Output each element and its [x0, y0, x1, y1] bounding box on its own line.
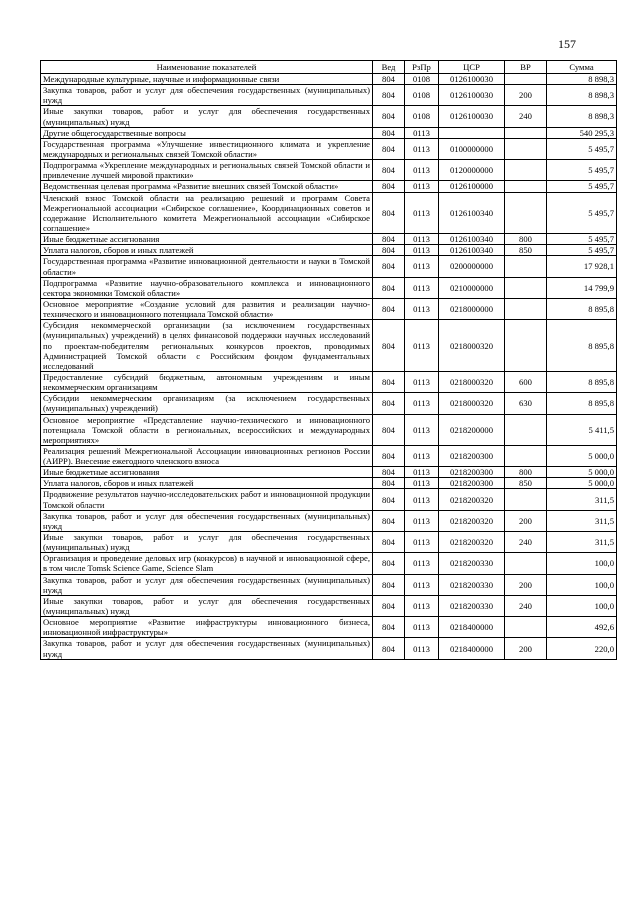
table-row: [41, 277, 617, 298]
cell-rzpr: 0113: [405, 234, 439, 245]
cell-name: Уплата налогов, сборов и иных платежей: [41, 245, 373, 256]
table-row: [41, 181, 617, 192]
cell-ved: 804: [373, 256, 405, 277]
cell-csr: 0218200330: [439, 595, 505, 616]
cell-vr: 850: [505, 245, 547, 256]
table-row: [41, 160, 617, 181]
cell-rzpr: 0113: [405, 256, 439, 277]
cell-name: Закупка товаров, работ и услуг для обеспечения государственных (муниципальных) нужд: [41, 574, 373, 595]
cell-name: Закупка товаров, работ и услуг для обеспечения государственных (муниципальных) нужд: [41, 85, 373, 106]
cell-ved: 804: [373, 393, 405, 414]
cell-name: Организация и проведение деловых игр (конкурсов) в научной и инновационной сфере, в том числе Tomsk Science Game, Science Slam: [41, 553, 373, 574]
cell-vr: 240: [505, 595, 547, 616]
cell-csr: 0218200330: [439, 553, 505, 574]
cell-ved: 804: [373, 320, 405, 372]
table-row: [41, 298, 617, 319]
cell-sum: 8 895,8: [547, 320, 617, 372]
cell-vr: [505, 127, 547, 138]
table-row: [41, 85, 617, 106]
table-row: [41, 638, 617, 659]
cell-ved: 804: [373, 532, 405, 553]
cell-csr: 0200000000: [439, 256, 505, 277]
cell-vr: [505, 181, 547, 192]
cell-ved: 804: [373, 160, 405, 181]
cell-vr: [505, 74, 547, 85]
cell-rzpr: 0113: [405, 414, 439, 445]
cell-ved: 804: [373, 467, 405, 478]
cell-vr: 240: [505, 106, 547, 127]
header-sum: Сумма: [547, 61, 617, 74]
cell-rzpr: 0113: [405, 595, 439, 616]
cell-vr: [505, 617, 547, 638]
cell-csr: 0126100340: [439, 245, 505, 256]
cell-sum: 311,5: [547, 489, 617, 510]
cell-sum: 100,0: [547, 595, 617, 616]
cell-vr: 600: [505, 371, 547, 392]
cell-name: Иные закупки товаров, работ и услуг для обеспечения государственных (муниципальных) нужд: [41, 532, 373, 553]
cell-name: Закупка товаров, работ и услуг для обеспечения государственных (муниципальных) нужд: [41, 510, 373, 531]
table-body: [41, 74, 617, 660]
cell-rzpr: 0108: [405, 106, 439, 127]
cell-sum: 5 495,7: [547, 245, 617, 256]
table-row: [41, 489, 617, 510]
table-row: [41, 256, 617, 277]
cell-name: Международные культурные, научные и информационные связи: [41, 74, 373, 85]
table-row: [41, 245, 617, 256]
cell-vr: [505, 277, 547, 298]
table-row: [41, 192, 617, 234]
cell-csr: 0218200300: [439, 478, 505, 489]
table-row: [41, 553, 617, 574]
table-row: [41, 510, 617, 531]
cell-vr: [505, 320, 547, 372]
cell-csr: 0218000320: [439, 393, 505, 414]
cell-name: Уплата налогов, сборов и иных платежей: [41, 478, 373, 489]
cell-name: Субсидии некоммерческим организациям (за исключением государственных (муниципальных) учреждений): [41, 393, 373, 414]
cell-ved: 804: [373, 574, 405, 595]
cell-sum: 8 895,8: [547, 371, 617, 392]
cell-sum: 5 000,0: [547, 478, 617, 489]
cell-ved: 804: [373, 510, 405, 531]
cell-csr: 0126100030: [439, 74, 505, 85]
cell-rzpr: 0113: [405, 393, 439, 414]
cell-vr: [505, 256, 547, 277]
cell-vr: [505, 298, 547, 319]
cell-name: Иные закупки товаров, работ и услуг для обеспечения государственных (муниципальных) нужд: [41, 595, 373, 616]
cell-sum: 5 000,0: [547, 445, 617, 466]
cell-name: Иные бюджетные ассигнования: [41, 467, 373, 478]
table-row: [41, 74, 617, 85]
cell-ved: 804: [373, 478, 405, 489]
table-row: [41, 234, 617, 245]
cell-csr: 0218400000: [439, 638, 505, 659]
cell-csr: 0218200320: [439, 510, 505, 531]
cell-vr: [505, 192, 547, 234]
cell-name: Подпрограмма «Укрепление международных и региональных связей Томской области и привлечение лучшей мировой практики»: [41, 160, 373, 181]
cell-rzpr: 0113: [405, 574, 439, 595]
cell-csr: 0126100000: [439, 181, 505, 192]
table-row: [41, 414, 617, 445]
cell-ved: 804: [373, 192, 405, 234]
cell-vr: [505, 160, 547, 181]
cell-name: Другие общегосударственные вопросы: [41, 127, 373, 138]
cell-sum: 220,0: [547, 638, 617, 659]
cell-ved: 804: [373, 138, 405, 159]
cell-ved: 804: [373, 553, 405, 574]
cell-sum: 311,5: [547, 510, 617, 531]
cell-sum: 8 898,3: [547, 106, 617, 127]
cell-vr: 200: [505, 574, 547, 595]
cell-name: Основное мероприятие «Создание условий для развития и реализации научно-технического и инновационного потенциала Томской области»: [41, 298, 373, 319]
cell-vr: [505, 445, 547, 466]
table-row: [41, 371, 617, 392]
cell-rzpr: 0113: [405, 298, 439, 319]
cell-vr: 800: [505, 234, 547, 245]
cell-name: Продвижение результатов научно-исследовательских работ и инновационной продукции Томской области: [41, 489, 373, 510]
cell-rzpr: 0113: [405, 245, 439, 256]
cell-name: Подпрограмма «Развитие научно-образовательного комплекса и инновационного сектора экономики Томской области»: [41, 277, 373, 298]
cell-ved: 804: [373, 298, 405, 319]
cell-name: Предоставление субсидий бюджетным, автономным учреждениям и иным некоммерческим организациям: [41, 371, 373, 392]
cell-sum: 492,6: [547, 617, 617, 638]
cell-ved: 804: [373, 74, 405, 85]
cell-ved: 804: [373, 127, 405, 138]
budget-table: [40, 60, 617, 660]
table-row: [41, 445, 617, 466]
cell-ved: 804: [373, 85, 405, 106]
cell-sum: 5 495,7: [547, 181, 617, 192]
cell-vr: 800: [505, 467, 547, 478]
cell-ved: 804: [373, 617, 405, 638]
table-row: [41, 532, 617, 553]
cell-vr: 240: [505, 532, 547, 553]
cell-rzpr: 0113: [405, 277, 439, 298]
cell-sum: 5 495,7: [547, 138, 617, 159]
cell-csr: 0218400000: [439, 617, 505, 638]
table-row: [41, 595, 617, 616]
header-vr: ВР: [505, 61, 547, 74]
cell-name: Иные закупки товаров, работ и услуг для обеспечения государственных (муниципальных) нужд: [41, 106, 373, 127]
cell-ved: 804: [373, 445, 405, 466]
cell-name: Иные бюджетные ассигнования: [41, 234, 373, 245]
cell-sum: 5 411,5: [547, 414, 617, 445]
table-row: [41, 127, 617, 138]
cell-rzpr: 0113: [405, 478, 439, 489]
cell-csr: 0218200330: [439, 574, 505, 595]
cell-sum: 8 898,3: [547, 85, 617, 106]
cell-rzpr: 0113: [405, 138, 439, 159]
cell-rzpr: 0113: [405, 617, 439, 638]
cell-ved: 804: [373, 181, 405, 192]
cell-name: Реализация решений Межрегиональной Ассоциации инновационных регионов России (АИРР). Внесение ежегодного членского взноса: [41, 445, 373, 466]
cell-csr: 0100000000: [439, 138, 505, 159]
cell-sum: 540 295,3: [547, 127, 617, 138]
header-row: [41, 61, 617, 74]
cell-rzpr: 0113: [405, 510, 439, 531]
cell-name: Государственная программа «Улучшение инвестиционного климата и укрепление международных и региональных связей Томской области»: [41, 138, 373, 159]
cell-rzpr: 0113: [405, 532, 439, 553]
cell-vr: [505, 489, 547, 510]
table-row: [41, 138, 617, 159]
cell-name: Членский взнос Томской области на реализацию решений и программ Совета Межрегиональной ассоциации «Сибирское соглашение», Координационных советов и содержание Исполнительного комитета Межрегиональной ассоциации «Сибирское соглашение»: [41, 192, 373, 234]
table-row: [41, 617, 617, 638]
cell-sum: 8 895,8: [547, 298, 617, 319]
cell-sum: 8 898,3: [547, 74, 617, 85]
cell-ved: 804: [373, 638, 405, 659]
cell-rzpr: 0108: [405, 74, 439, 85]
cell-name: Государственная программа «Развитие инновационной деятельности и науки в Томской области»: [41, 256, 373, 277]
cell-name: Ведомственная целевая программа «Развитие внешних связей Томской области»: [41, 181, 373, 192]
cell-csr: 0126100340: [439, 192, 505, 234]
cell-sum: 311,5: [547, 532, 617, 553]
cell-csr: 0218000320: [439, 320, 505, 372]
cell-name: Основное мероприятие «Развитие инфраструктуры инновационного бизнеса, инновационной инфраструктуры»: [41, 617, 373, 638]
cell-sum: 8 895,8: [547, 393, 617, 414]
cell-ved: 804: [373, 277, 405, 298]
cell-csr: 0126100030: [439, 85, 505, 106]
cell-ved: 804: [373, 371, 405, 392]
cell-csr: 0126100030: [439, 106, 505, 127]
cell-rzpr: 0113: [405, 371, 439, 392]
cell-vr: 850: [505, 478, 547, 489]
cell-csr: 0126100340: [439, 234, 505, 245]
cell-rzpr: 0113: [405, 181, 439, 192]
cell-sum: 17 928,1: [547, 256, 617, 277]
page-number: 157: [558, 37, 576, 51]
cell-name: Закупка товаров, работ и услуг для обеспечения государственных (муниципальных) нужд: [41, 638, 373, 659]
cell-ved: 804: [373, 234, 405, 245]
cell-rzpr: 0113: [405, 127, 439, 138]
cell-rzpr: 0113: [405, 192, 439, 234]
cell-rzpr: 0113: [405, 445, 439, 466]
cell-csr: 0218000320: [439, 371, 505, 392]
cell-vr: [505, 414, 547, 445]
cell-rzpr: 0113: [405, 638, 439, 659]
cell-csr: 0218200000: [439, 414, 505, 445]
header-rzpr: РзПр: [405, 61, 439, 74]
cell-csr: 0218200320: [439, 489, 505, 510]
cell-csr: [439, 127, 505, 138]
cell-sum: 5 000,0: [547, 467, 617, 478]
table-row: [41, 393, 617, 414]
table-row: [41, 467, 617, 478]
cell-vr: 200: [505, 85, 547, 106]
table-row: [41, 574, 617, 595]
cell-csr: 0218200300: [439, 467, 505, 478]
cell-rzpr: 0113: [405, 489, 439, 510]
cell-csr: 0218200320: [439, 532, 505, 553]
cell-vr: [505, 553, 547, 574]
table-row: [41, 320, 617, 372]
cell-vr: 200: [505, 510, 547, 531]
cell-rzpr: 0113: [405, 320, 439, 372]
cell-rzpr: 0113: [405, 160, 439, 181]
header-csr: ЦСР: [439, 61, 505, 74]
cell-ved: 804: [373, 489, 405, 510]
cell-sum: 100,0: [547, 574, 617, 595]
cell-vr: [505, 138, 547, 159]
cell-csr: 0218200300: [439, 445, 505, 466]
table-header: [41, 61, 617, 74]
cell-sum: 14 799,9: [547, 277, 617, 298]
cell-rzpr: 0113: [405, 553, 439, 574]
cell-ved: 804: [373, 245, 405, 256]
cell-sum: 5 495,7: [547, 192, 617, 234]
header-ved: Вед: [373, 61, 405, 74]
cell-vr: 630: [505, 393, 547, 414]
table-row: [41, 478, 617, 489]
cell-name: Основное мероприятие «Представление научно-технического и инновационного потенциала Томской области в региональных, всероссийских и международных мероприятиях»: [41, 414, 373, 445]
header-name: Наименование показателей: [41, 61, 373, 74]
cell-sum: 5 495,7: [547, 160, 617, 181]
cell-name: Субсидия некоммерческой организации (за исключением государственных (муниципальных) учреждений) в целях финансовой поддержки научных исследований по проектам-победителям региональных конкурсов проектов, проводимых Администрацией Томской области с Российским фондом фундаментальных исследований: [41, 320, 373, 372]
table-row: [41, 106, 617, 127]
cell-rzpr: 0113: [405, 467, 439, 478]
cell-csr: 0120000000: [439, 160, 505, 181]
cell-ved: 804: [373, 595, 405, 616]
cell-rzpr: 0108: [405, 85, 439, 106]
cell-sum: 100,0: [547, 553, 617, 574]
cell-sum: 5 495,7: [547, 234, 617, 245]
cell-ved: 804: [373, 106, 405, 127]
cell-csr: 0210000000: [439, 277, 505, 298]
cell-ved: 804: [373, 414, 405, 445]
cell-vr: 200: [505, 638, 547, 659]
cell-csr: 0218000000: [439, 298, 505, 319]
